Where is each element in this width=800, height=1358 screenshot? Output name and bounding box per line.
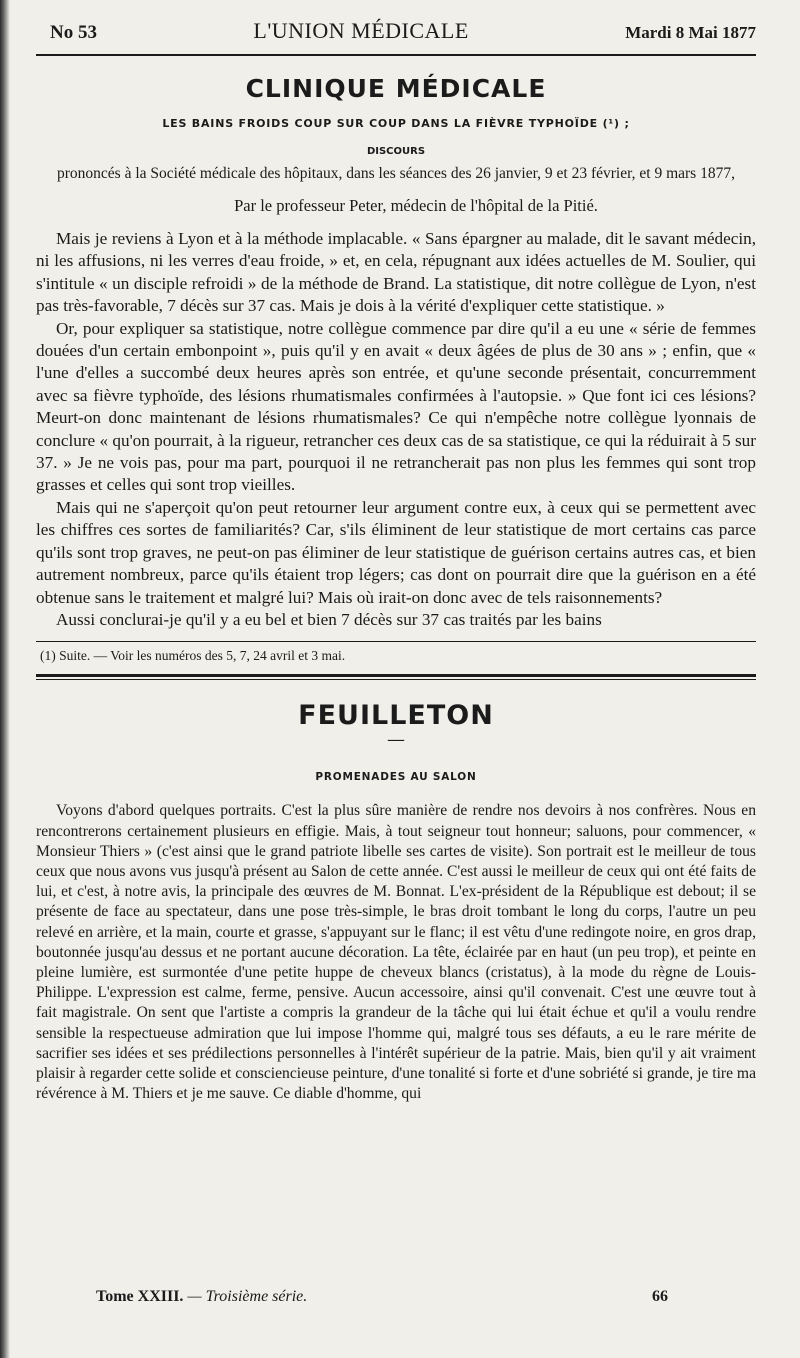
feuilleton-rule-thick [36, 674, 756, 677]
footer-tome: Tome XXIII. [96, 1288, 184, 1305]
feuilleton-subtitle: PROMENADES AU SALON [315, 771, 477, 784]
article-paragraph: Or, pour expliquer sa statistique, notre collègue commence par dire qu'il a eu une « série de femmes douées d'un certain embonpoint », puis qu'il y en avait « deux âgées de plus de 30 ans » ; enfin, que « l'une d'elles a succombé deux heures après son entrée, et qu'une seconde présentait, concurremment avec sa fièvre typhoïde, des lésions rhumatismales confirmées à l'autopsie. » Que font ici ces lésions? Meurt-on donc maintenant de lésions rhumatismales? Ce qui n'empêche notre collègue lyonnais de conclure « qu'on pourrait, à la rigueur, retrancher ces deux cas de sa statistique, ce qui la réduirait à 5 sur 37. » Je ne vois pas, pour ma part, pourquoi il ne retrancherait pas non plus les femmes qui sont trop grasses et celles qui sont trop vieilles. [36, 318, 756, 495]
header-rule [36, 54, 756, 56]
footnote: (1) Suite. — Voir les numéros des 5, 7, 24 avril et 3 mai. [40, 648, 346, 664]
page-footer [96, 1288, 668, 1306]
footnote-rule [36, 641, 756, 642]
article-dateline: prononcés à la Société médicale des hôpitaux, dans les séances des 26 janvier, 9 et 23 février, et 9 mars 1877, [57, 165, 735, 182]
article-paragraph: Mais qui ne s'aperçoit qu'on peut retourner leur argument contre eux, à ceux qui se permettent avec les chiffres ces sortes de familiarités? Car, s'ils éliminent de leur statistique de mort certains cas parce qu'ils sont trop graves, ne peut-on pas éliminer de leur statistique de guérison certains autres cas, et bien autrement nombreux, parce qu'ils étaient trop légers; cas dont on pourrait dire que la guérison en a été obtenue sans le traitement et malgré lui? Mais où irait-on donc avec de tels raisonnements? [36, 497, 756, 607]
discours-label: DISCOURS [366, 146, 426, 157]
article-paragraph: Aussi conclurai-je qu'il y a eu bel et bien 7 décès sur 37 cas traités par les bains [56, 609, 602, 629]
footer-volume [96, 1288, 307, 1306]
page-number: 66 [652, 1288, 668, 1305]
feuilleton-title: FEUILLETON [298, 700, 494, 732]
article-body [36, 228, 756, 631]
issue-number: No 53 [50, 22, 97, 43]
issue-date: Mardi 8 Mai 1877 [625, 23, 756, 42]
feuilleton-dash: — [387, 729, 405, 751]
feuilleton-body [36, 801, 756, 1104]
journal-title: L'UNION MÉDICALE [253, 18, 469, 43]
article-byline: Par le professeur Peter, médecin de l'hôpital de la Pitié. [234, 196, 598, 215]
article-title: LES BAINS FROIDS COUP SUR COUP DANS LA FIÈVRE TYPHOÏDE (¹) ; [162, 117, 630, 130]
article-paragraph: Mais je reviens à Lyon et à la méthode implacable. « Sans épargner au malade, dit le savant médecin, ni les affusions, ni les verres d'eau froide, » et, en cela, répugnant aux idées actuelles de M. Soulier, qui s'intitule « un disciple refroidi » de la méthode de Brand. La statistique, dit notre collègue de Lyon, n'est pas très-favorable, 7 décès sur 37 cas. Mais je dois à la vérité d'expliquer cette statistique. » [36, 229, 756, 316]
page-header [36, 18, 756, 52]
feuilleton-rule-thin [36, 679, 756, 680]
section-title: CLINIQUE MÉDICALE [245, 74, 547, 103]
footer-serie: — Troisième série. [187, 1288, 308, 1305]
feuilleton-paragraph: Voyons d'abord quelques portraits. C'est la plus sûre manière de rendre nos devoirs à nos confrères. Nous en rencontrerons certainement plusieurs en effigie. Mais, à tout seigneur tout honneur; saluons, pour commencer, « Monsieur Thiers » (c'est ainsi que le grand patriote libelle ses cartes de visite). Son portrait est le meilleur de tous ceux que nous avons vus jusqu'à présent au Salon de cette année. C'est aussi le meilleur de ceux qui ont été faits de lui, et c'est, à notre avis, la principale des œuvres de M. Bonnat. L'ex-président de la République est debout; il se présente de face au spectateur, dans une pose très-simple, le bras droit tombant le long du corps, l'autre un peu relevé en arrière, et la main, courte et grasse, s'appuyant sur le flanc; il est vêtu d'une redingote noire, en gros drap, boutonnée jusqu'au dessus et ne portant aucune décoration. La tête, éclairée par en haut (un peu trop), et peinte en pleine lumière, est surmontée d'une petite huppe de cheveux blancs (cristatus), à la mode du règne de Louis-Philippe. L'expression est calme, ferme, pensive. Aucun accessoire, ainsi qu'il convenait. C'est une œuvre tout à fait magistrale. On sent que l'artiste a compris la grandeur de la tâche qui lui était échue et qu'il a voulu rendre sensible la respectueuse admiration que lui impose l'homme qui, malgré tous ses défauts, a eu le rare mérite de sacrifier ses idées et ses prédilections personnelles à l'intérêt supérieur de la patrie. Mais, bien qu'il y ait vraiment plaisir à regarder cette solide et consciencieuse peinture, d'une tonalité si forte et d'une sobriété si grande, je tire ma révérence à M. Thiers et je me sauve. Ce diable d'homme, qui [36, 802, 756, 1103]
page-binding-shadow [0, 0, 10, 1358]
